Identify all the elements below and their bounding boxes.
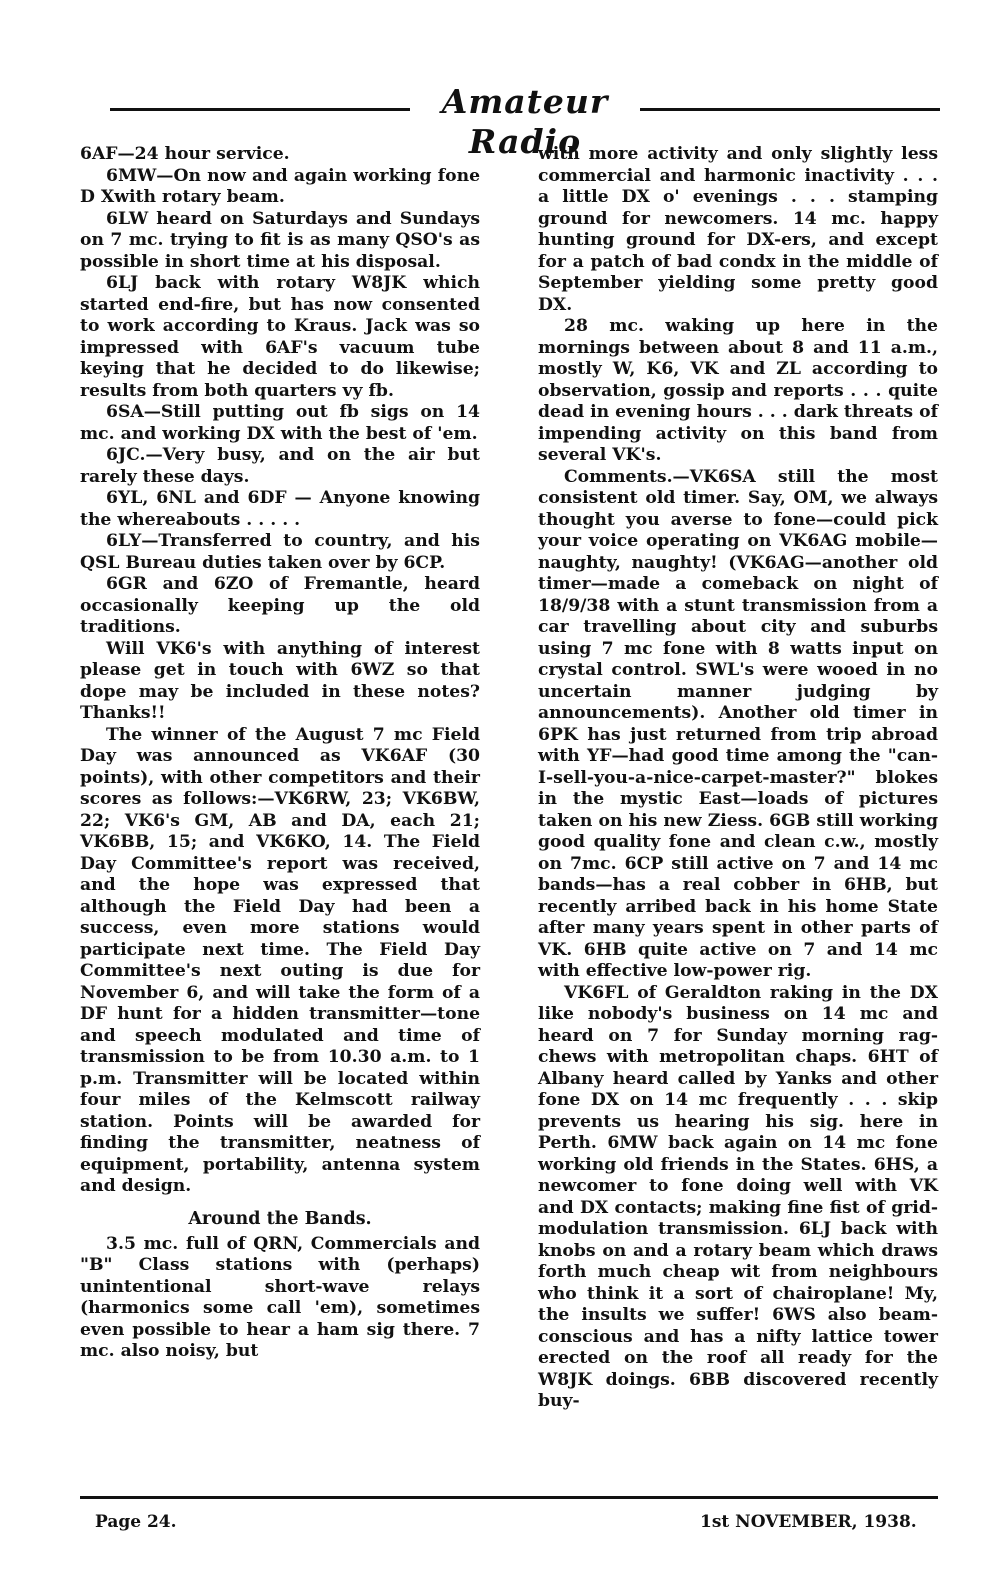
paragraph: VK6FL of Geraldton raking in the DX like nobody's business on 14 mc and heard on 7 for Sunday morning rag-chews with metropolitan chaps. 6HT of Albany heard called by Yanks and other fone DX on 14 mc frequently . . . skip prevents us hearing his sig. here in Perth. 6MW back again on 14 mc fone working old friends in the States. 6HS, a newcomer to fone doing well with VK and DX contacts; making fine fist of grid-modulation transmission. 6LJ back with knobs on and a rotary beam which draws forth much cheap wit from neighbours who think it a sort of chairoplane! My, the insults we suffer! 6WS also beam-conscious and has a nifty lattice tower erected on the roof all ready for the W8JK doings. 6BB discovered recently buy- <box>538 982 938 1411</box>
paragraph: 6AF—24 hour service. <box>80 144 290 164</box>
paragraph: 28 mc. waking up here in the mornings between about 8 and 11 a.m., mostly W, K6, VK and ZL according to observation, gossip and reports . . . quite dead in evening hours . . . dark threats of impending activity on this band from several VK's. <box>538 316 938 465</box>
paragraph: 6LY—Transferred to country, and his QSL Bureau duties taken over by 6CP. <box>80 531 480 573</box>
left-column <box>80 144 480 1363</box>
footer-rule <box>80 1496 938 1499</box>
right-column <box>538 144 938 1413</box>
paragraph: with more activity and only slightly less commercial and harmonic inactivity . . . a little DX o' evenings . . . stamping ground for newcomers. 14 mc. happy hunting ground for DX-ers, and except for a patch of bad condx in the middle of September yielding some pretty good DX. <box>538 144 938 315</box>
paragraph: 6GR and 6ZO of Fremantle, heard occasionally keeping up the old traditions. <box>80 574 480 637</box>
paragraph: 6JC.—Very busy, and on the air but rarely these days. <box>80 445 480 487</box>
paragraph: Will VK6's with anything of interest please get in touch with 6WZ so that dope may be included in these notes? Thanks!! <box>80 638 480 723</box>
paragraph: 6YL, 6NL and 6DF — Anyone knowing the whereabouts . . . . . <box>80 488 480 530</box>
paragraph: 6LW heard on Saturdays and Sundays on 7 mc. trying to fit is as many QSO's as possible in short time at his disposal. <box>80 208 480 272</box>
masthead-title: Amateur Radio <box>441 82 609 161</box>
paragraph: 6SA—Still putting out fb sigs on 14 mc. and working DX with the best of 'em. <box>80 402 480 444</box>
issue-date: 1st NOVEMBER, 1938. <box>700 1512 917 1532</box>
paragraph: 6LJ back with rotary W8JK which started end-fire, but has now consented to work according to Kraus. Jack was so impressed with 6AF's vacuum tube keying that he decided to do likewise; results from both quarters vy fb. <box>80 273 480 401</box>
paragraph: 6MW—On now and again working fone D Xwith rotary beam. <box>80 165 480 207</box>
page-number: Page 24. <box>95 1512 177 1532</box>
paragraph: Comments.—VK6SA still the most consistent old timer. Say, OM, we always thought you averse to fone—could pick your voice operating on VK6AG mobile—naughty, naughty! (VK6AG—another old timer—made a comeback on night of 18/9/38 with a stunt transmission from a car travelling about city and suburbs using 7 mc fone with 8 watts input on crystal control. SWL's were wooed in no uncertain manner judging by announcements). Another old timer in 6PK has just returned from trip abroad with YF—had good time among the "can-I-sell-you-a-nice-carpet-master?" blokes in the mystic East—loads of pictures taken on his new Ziess. 6GB still working good quality fone and clean c.w., mostly on 7mc. 6CP still active on 7 and 14 mc bands—has a real cobber in 6HB, but recently arribed back in his home State after many years spent in other parts of VK. 6HB quite active on 7 and 14 mc with effective low-power rig. <box>538 466 938 981</box>
paragraph: The winner of the August 7 mc Field Day was announced as VK6AF (30 points), with other competitors and their scores as follows:—VK6RW, 23; VK6BW, 22; VK6's GM, AB and DA, each 21; VK6BB, 15; and VK6KO, 14. The Field Day Committee's report was received, and the hope was expressed that although the Field Day had been a success, even more stations would participate next time. The Field Day Committee's next outing is due for November 6, and will take the form of a DF hunt for a hidden transmitter—tone and speech modulated and time of transmission to be from 10.30 a.m. to 1 p.m. Transmitter will be located within four miles of the Kelmscott railway station. Points will be awarded for finding the transmitter, neatness of equipment, portability, antenna system and design. <box>80 724 480 1196</box>
paragraph: 3.5 mc. full of QRN, Commercials and "B" Class stations with (perhaps) unintentional short-wave relays (harmonics some call 'em), sometimes even possible to hear a ham sig there. 7 mc. also noisy, but <box>80 1233 480 1361</box>
section-heading: Around the Bands. <box>188 1208 372 1229</box>
header-rule-left <box>110 108 410 111</box>
header-rule-right <box>640 108 940 111</box>
